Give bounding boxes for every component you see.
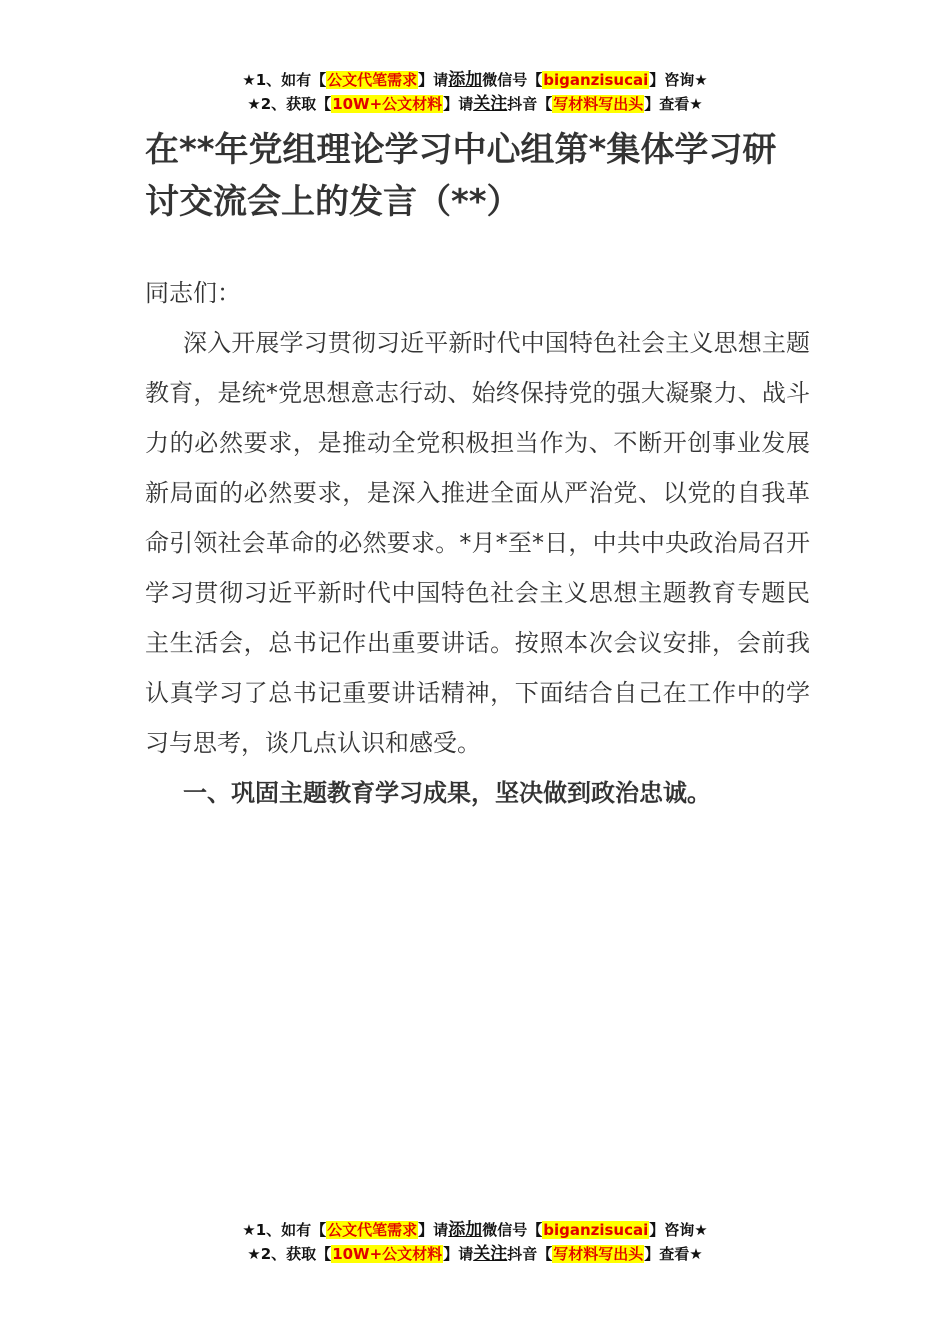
top-banner [0, 68, 950, 116]
banner-emphasis: 关注 [473, 94, 508, 114]
banner-text: 】咨询★ [649, 71, 708, 89]
banner-highlight-douyin: 写材料写出头 [553, 1245, 644, 1263]
banner-text: 微信号【 [482, 71, 543, 89]
banner-line-1 [0, 68, 950, 92]
paragraph: 深入开展学习贯彻习近平新时代中国特色社会主义思想主题教育，是统*党思想意志行动、始终保持党的强大凝聚力、战斗力的必然要求，是推动全党积极担当作为、不断开创事业发展新局面的必然要求，是深入推进全面从严治党、以党的自我革命引领社会革命的必然要求。*月*至*日，中共中央政治局召开学习贯彻习近平新时代中国特色社会主义思想主题教育专题民主生活会，总书记作出重要讲话。按照本次会议安排，会前我认真学习了总书记重要讲话精神，下面结合自己在工作中的学习与思考，谈几点认识和感受。 [145, 329, 810, 757]
banner-line-1 [0, 1218, 950, 1242]
banner-text: 】查看★ [644, 1245, 703, 1263]
banner-text: 】请 [418, 1221, 449, 1239]
banner-text: 抖音【 [507, 95, 553, 113]
banner-text: 】查看★ [644, 95, 703, 113]
banner-highlight-wechat-id: biganzisucai [543, 71, 649, 89]
banner-emphasis: 添加 [448, 70, 483, 90]
banner-text: 】咨询★ [649, 1221, 708, 1239]
banner-emphasis: 添加 [448, 1220, 483, 1240]
banner-text: ★1、如有【 [242, 1221, 327, 1239]
banner-text: ★2、获取【 [247, 95, 332, 113]
bottom-banner [0, 1218, 950, 1266]
section-heading: 一、巩固主题教育学习成果，坚决做到政治忠诚。 [183, 779, 711, 807]
document-body [145, 268, 810, 818]
banner-highlight-wechat-id: biganzisucai [543, 1221, 649, 1239]
banner-emphasis: 关注 [473, 1244, 508, 1264]
banner-line-2 [0, 1242, 950, 1266]
banner-text: 】请 [443, 95, 474, 113]
banner-line-2 [0, 92, 950, 116]
banner-text: ★1、如有【 [242, 71, 327, 89]
banner-text: 抖音【 [507, 1245, 553, 1263]
banner-text: 微信号【 [482, 1221, 543, 1239]
banner-highlight-materials: 10W+公文材料 [332, 1245, 443, 1263]
banner-highlight-service: 公文代笔需求 [327, 71, 418, 89]
salutation: 同志们： [145, 279, 241, 307]
banner-highlight-douyin: 写材料写出头 [553, 95, 644, 113]
banner-text: 】请 [443, 1245, 474, 1263]
banner-text: ★2、获取【 [247, 1245, 332, 1263]
banner-highlight-service: 公文代笔需求 [327, 1221, 418, 1239]
document-title: 在**年党组理论学习中心组第*集体学习研讨交流会上的发言（**） [145, 130, 777, 222]
banner-highlight-materials: 10W+公文材料 [332, 95, 443, 113]
banner-text: 】请 [418, 71, 449, 89]
